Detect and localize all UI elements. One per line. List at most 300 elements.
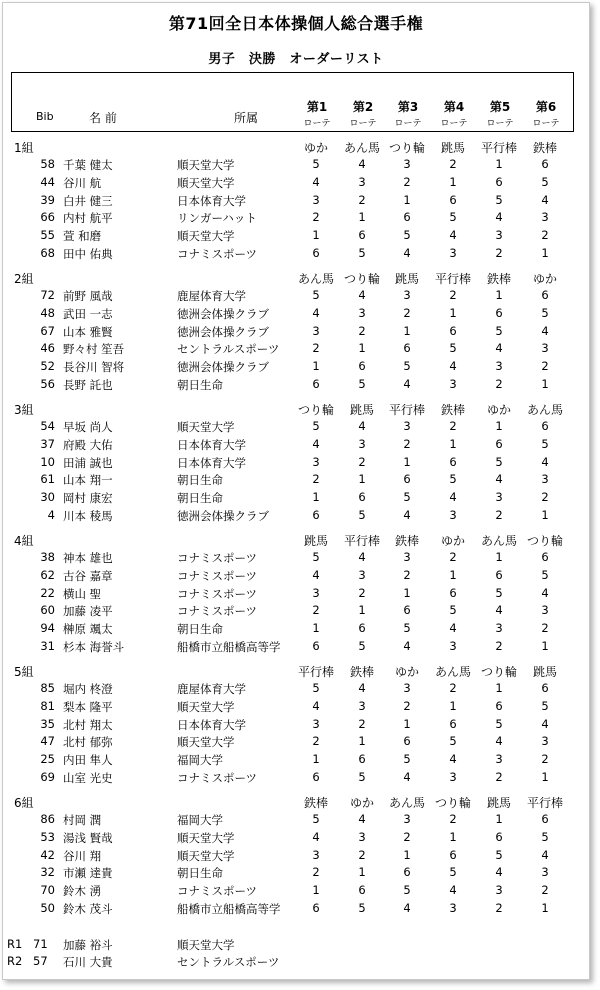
athlete-bib: 44 (40, 174, 55, 189)
apparatus-label: 平行棒 (388, 403, 425, 417)
athlete-bib: 47 (40, 734, 55, 749)
order-cell: 3 (495, 621, 503, 636)
order-cell: 6 (449, 847, 457, 862)
athlete-name: 鈴木 湧 (63, 884, 102, 899)
athlete-name: 白井 健三 (63, 193, 113, 208)
athlete-bib: 81 (40, 698, 55, 713)
apparatus-label: 跳馬 (303, 534, 328, 548)
athlete-affiliation: 福岡大学 (177, 813, 223, 827)
athlete-row (3, 175, 589, 193)
order-cell: 5 (312, 681, 320, 695)
bib-column-header: Bib (36, 110, 54, 123)
athlete-bib: 54 (40, 419, 55, 433)
group-4 (3, 532, 589, 662)
athlete-bib: 48 (40, 305, 55, 320)
athlete-row (3, 210, 589, 228)
order-cell: 4 (403, 377, 411, 391)
athlete-row (3, 472, 589, 490)
order-cell: 4 (541, 716, 549, 731)
order-cell: 1 (358, 734, 366, 749)
order-cell: 1 (403, 585, 411, 600)
order-cell: 5 (403, 228, 411, 243)
order-cell: 2 (495, 770, 503, 784)
athlete-affiliation: 順天堂大学 (177, 735, 235, 750)
order-cell: 2 (495, 508, 503, 522)
athlete-bib: 70 (40, 883, 55, 898)
order-cell: 1 (541, 770, 549, 784)
order-cell: 4 (495, 472, 503, 487)
reserve-affiliation: セントラルスポーツ (177, 955, 280, 969)
order-cell: 1 (541, 508, 549, 522)
athlete-bib: 86 (40, 812, 55, 826)
athlete-affiliation: 船橋市立船橋高等学 (177, 640, 281, 654)
order-cell: 3 (495, 490, 503, 505)
athlete-row (3, 752, 589, 770)
order-cell: 4 (403, 770, 411, 784)
order-cell: 2 (358, 716, 366, 731)
order-cell: 4 (541, 847, 549, 862)
apparatus-label: 鉄棒 (532, 141, 557, 155)
apparatus-label: 鉄棒 (486, 272, 511, 286)
order-cell: 6 (449, 454, 457, 469)
athlete-bib: 66 (40, 210, 55, 225)
order-cell: 4 (358, 288, 366, 302)
athlete-bib: 52 (40, 359, 55, 374)
apparatus-label: 鉄棒 (440, 403, 465, 417)
order-cell: 6 (403, 603, 411, 618)
athlete-row (3, 550, 589, 568)
apparatus-label: 平行棒 (297, 665, 334, 679)
athlete-bib: 55 (40, 228, 55, 243)
rotation-header-6 (523, 98, 569, 129)
athlete-affiliation: コナミスポーツ (177, 568, 258, 583)
athlete-affiliation: 順天堂大学 (177, 848, 235, 863)
athlete-affiliation: 朝日生命 (177, 473, 223, 488)
athlete-bib: 61 (40, 472, 55, 487)
group-6 (3, 794, 589, 924)
order-cell: 2 (495, 639, 503, 653)
athlete-affiliation: 日本体育大学 (177, 717, 246, 732)
order-cell: 3 (495, 359, 503, 374)
order-cell: 5 (449, 603, 457, 618)
reserve-label: R2 (7, 954, 23, 968)
order-cell: 5 (449, 341, 457, 356)
rotation-header-4 (431, 98, 477, 129)
order-cell: 1 (312, 228, 320, 243)
order-cell: 2 (358, 847, 366, 862)
order-cell: 5 (358, 639, 366, 653)
athlete-affiliation: 順天堂大学 (177, 229, 235, 244)
order-cell: 2 (449, 550, 457, 564)
athlete-name: 鈴木 茂斗 (63, 902, 113, 916)
group-label: 4組 (14, 534, 34, 548)
order-cell: 5 (403, 359, 411, 374)
rotation-sublabel: ローテ (349, 119, 377, 129)
athlete-name: 堀内 柊澄 (63, 682, 113, 696)
order-cell: 5 (403, 621, 411, 636)
order-cell: 2 (312, 865, 320, 880)
order-cell: 3 (358, 305, 366, 320)
athlete-row (3, 865, 589, 883)
order-cell: 1 (449, 567, 457, 582)
order-cell: 6 (495, 436, 503, 451)
order-cell: 6 (358, 359, 366, 374)
order-cell: 4 (403, 246, 411, 260)
order-cell: 4 (495, 341, 503, 356)
order-cell: 4 (312, 567, 320, 582)
order-cell: 6 (449, 323, 457, 338)
page-subtitle: 男子 決勝 オーダーリスト (208, 52, 384, 67)
rotation-header-5 (477, 98, 523, 129)
athlete-bib: 46 (40, 341, 55, 356)
order-cell: 6 (358, 621, 366, 636)
athlete-affiliation: コナミスポーツ (177, 884, 258, 899)
reserve-name: 加藤 裕斗 (63, 938, 113, 952)
athlete-row (3, 639, 589, 657)
order-cell: 5 (449, 210, 457, 225)
order-cell: 1 (541, 639, 549, 653)
order-cell: 6 (495, 567, 503, 582)
rotation-label: 第5 (489, 100, 511, 114)
order-cell: 6 (312, 639, 320, 653)
order-cell: 3 (358, 698, 366, 713)
order-cell: 6 (495, 174, 503, 189)
order-cell: 6 (312, 901, 320, 915)
athlete-row (3, 717, 589, 735)
order-cell: 1 (403, 454, 411, 469)
athlete-name: 田浦 誠也 (63, 455, 113, 470)
order-cell: 1 (358, 210, 366, 225)
group-label: 2組 (14, 272, 34, 286)
order-cell: 2 (541, 883, 549, 898)
order-cell: 5 (495, 847, 503, 862)
athlete-bib: 22 (40, 585, 55, 600)
athlete-name: 谷川 翔 (63, 848, 102, 863)
order-cell: 5 (449, 472, 457, 487)
apparatus-label: 鉄棒 (394, 534, 419, 548)
order-cell: 3 (403, 419, 411, 433)
order-cell: 4 (541, 192, 549, 207)
rotation-header-2 (340, 98, 386, 129)
order-cell: 6 (403, 734, 411, 749)
order-cell: 4 (449, 752, 457, 767)
athlete-bib: 37 (40, 436, 55, 451)
order-cell: 3 (541, 603, 549, 618)
athlete-name: 横山 聖 (63, 586, 102, 601)
order-cell: 5 (495, 454, 503, 469)
order-cell: 3 (495, 752, 503, 767)
athlete-row (3, 734, 589, 752)
order-cell: 3 (541, 341, 549, 356)
athlete-name: 府殿 大佑 (63, 437, 113, 452)
reserve-row (3, 937, 589, 955)
athlete-bib: 31 (40, 639, 55, 653)
order-cell: 2 (449, 681, 457, 695)
order-cell: 5 (495, 716, 503, 731)
rotation-label: 第4 (443, 100, 465, 114)
apparatus-label: ゆか (532, 272, 557, 286)
athlete-bib: 10 (40, 454, 55, 469)
athlete-affiliation: 朝日生命 (177, 622, 223, 637)
athlete-name: 萱 和磨 (63, 229, 102, 244)
order-cell: 4 (495, 734, 503, 749)
order-cell: 2 (403, 829, 411, 844)
order-cell: 1 (495, 157, 503, 171)
order-cell: 4 (312, 698, 320, 713)
reserve-affiliation: 順天堂大学 (177, 938, 235, 952)
order-cell: 6 (403, 865, 411, 880)
order-cell: 1 (403, 323, 411, 338)
order-cell: 3 (403, 812, 411, 826)
order-cell: 4 (403, 508, 411, 522)
order-cell: 5 (541, 567, 549, 582)
athlete-name: 内田 隼人 (63, 753, 113, 768)
order-cell: 1 (312, 490, 320, 505)
order-cell: 3 (403, 681, 411, 695)
order-cell: 6 (541, 550, 549, 564)
athlete-bib: 67 (40, 323, 55, 338)
order-cell: 6 (541, 419, 549, 433)
order-cell: 5 (312, 550, 320, 564)
order-cell: 4 (541, 323, 549, 338)
order-cell: 1 (449, 436, 457, 451)
order-cell: 6 (312, 246, 320, 260)
athlete-affiliation: 徳洲会体操クラブ (177, 324, 269, 339)
group-2 (3, 270, 589, 400)
athlete-name: 前野 風哉 (63, 289, 113, 303)
order-cell: 4 (403, 901, 411, 915)
order-cell: 3 (495, 228, 503, 243)
page-title: 第71回全日本体操個人総合選手権 (168, 14, 424, 33)
athlete-affiliation: コナミスポーツ (177, 247, 258, 261)
athlete-affiliation: 順天堂大学 (177, 158, 235, 172)
athlete-name: 谷川 航 (63, 175, 102, 190)
order-cell: 2 (312, 603, 320, 618)
order-cell: 6 (358, 752, 366, 767)
order-cell: 5 (403, 490, 411, 505)
rotation-sublabel: ローテ (532, 119, 560, 129)
athlete-affiliation: 福岡大学 (177, 753, 223, 768)
order-cell: 1 (403, 192, 411, 207)
rotation-label: 第1 (306, 100, 328, 114)
athlete-bib: 62 (40, 567, 55, 582)
order-cell: 6 (449, 192, 457, 207)
order-cell: 4 (495, 865, 503, 880)
order-cell: 3 (495, 883, 503, 898)
order-cell: 5 (449, 734, 457, 749)
order-cell: 3 (312, 716, 320, 731)
athlete-bib: 25 (40, 752, 55, 767)
order-cell: 6 (312, 770, 320, 784)
athlete-affiliation: 鹿屋体育大学 (177, 289, 246, 303)
athlete-name: 長谷川 智将 (63, 360, 125, 375)
order-cell: 2 (403, 305, 411, 320)
order-cell: 4 (541, 585, 549, 600)
order-cell: 3 (541, 210, 549, 225)
order-cell: 6 (358, 883, 366, 898)
athlete-affiliation: コナミスポーツ (177, 551, 258, 565)
athlete-name: 村岡 潤 (63, 813, 102, 827)
athlete-bib: 35 (40, 716, 55, 731)
reserve-bib: 57 (33, 954, 48, 968)
apparatus-label: ゆか (394, 665, 419, 679)
order-cell: 5 (541, 174, 549, 189)
order-cell: 4 (449, 359, 457, 374)
athlete-bib: 69 (40, 770, 55, 784)
order-cell: 4 (358, 681, 366, 695)
order-cell: 2 (312, 472, 320, 487)
order-cell: 3 (403, 288, 411, 302)
apparatus-label: つり輪 (388, 141, 425, 155)
order-cell: 3 (541, 865, 549, 880)
order-cell: 3 (312, 585, 320, 600)
order-cell: 3 (449, 377, 457, 391)
apparatus-label: あん馬 (434, 665, 471, 679)
order-cell: 2 (358, 585, 366, 600)
athlete-row (3, 586, 589, 604)
group-5 (3, 663, 589, 793)
order-cell: 1 (449, 174, 457, 189)
group-label: 6組 (14, 796, 34, 810)
athlete-affiliation: 徳洲会体操クラブ (177, 306, 269, 321)
order-cell: 1 (449, 305, 457, 320)
athlete-name: 武田 一志 (63, 306, 113, 321)
order-cell: 4 (358, 157, 366, 171)
apparatus-label: 平行棒 (526, 796, 563, 810)
order-cell: 6 (312, 508, 320, 522)
athlete-affiliation: 朝日生命 (177, 866, 223, 881)
order-cell: 5 (312, 288, 320, 302)
order-cell: 6 (541, 288, 549, 302)
athlete-name: 山本 翔一 (63, 473, 113, 488)
order-cell: 1 (358, 472, 366, 487)
order-cell: 1 (449, 698, 457, 713)
order-cell: 3 (449, 770, 457, 784)
order-cell: 4 (449, 883, 457, 898)
rotation-sublabel: ローテ (394, 119, 422, 129)
apparatus-label: あん馬 (388, 796, 425, 810)
rotation-label: 第2 (352, 100, 374, 114)
order-cell: 3 (541, 734, 549, 749)
order-cell: 3 (541, 472, 549, 487)
order-cell: 5 (403, 752, 411, 767)
order-cell: 5 (358, 246, 366, 260)
athlete-bib: 50 (40, 901, 55, 915)
athlete-row (3, 568, 589, 586)
athlete-name: 市瀬 達貴 (63, 866, 113, 881)
group-label: 1組 (14, 141, 34, 155)
order-cell: 1 (495, 288, 503, 302)
order-cell: 5 (541, 698, 549, 713)
athlete-affiliation: リンガーハット (177, 211, 257, 226)
apparatus-label: 平行棒 (434, 272, 471, 286)
order-cell: 3 (449, 508, 457, 522)
rotation-sublabel: ローテ (303, 119, 331, 129)
athlete-row (3, 437, 589, 455)
athlete-bib: 72 (40, 288, 55, 302)
apparatus-label: 跳馬 (394, 272, 419, 286)
athlete-name: 加藤 凌平 (63, 604, 113, 619)
order-cell: 6 (495, 305, 503, 320)
athlete-name: 湯浅 賢哉 (63, 830, 113, 845)
order-cell: 2 (495, 901, 503, 915)
order-cell: 3 (403, 550, 411, 564)
order-cell: 1 (541, 246, 549, 260)
order-cell: 2 (403, 567, 411, 582)
athlete-bib: 58 (40, 157, 55, 171)
athlete-name: 北村 郁弥 (63, 735, 113, 750)
athlete-name: 千葉 健太 (63, 158, 113, 172)
athlete-bib: 94 (40, 621, 55, 636)
athlete-affiliation: 朝日生命 (177, 491, 223, 506)
order-cell: 2 (312, 341, 320, 356)
order-cell: 2 (541, 621, 549, 636)
athlete-name: 長野 託也 (63, 378, 113, 392)
order-cell: 2 (403, 436, 411, 451)
order-cell: 6 (449, 716, 457, 731)
athlete-bib: 85 (40, 681, 55, 695)
order-cell: 3 (312, 454, 320, 469)
order-cell: 4 (449, 228, 457, 243)
order-cell: 2 (312, 210, 320, 225)
order-cell: 1 (358, 865, 366, 880)
order-cell: 2 (358, 323, 366, 338)
order-cell: 6 (449, 585, 457, 600)
order-cell: 3 (358, 436, 366, 451)
apparatus-label: つり輪 (297, 403, 334, 417)
apparatus-label: つり輪 (434, 796, 471, 810)
column-header-box (11, 72, 574, 132)
apparatus-label: つり輪 (526, 534, 563, 548)
order-cell: 3 (358, 174, 366, 189)
order-cell: 2 (358, 192, 366, 207)
order-cell: 5 (495, 323, 503, 338)
order-cell: 3 (358, 829, 366, 844)
order-cell: 2 (541, 359, 549, 374)
affiliation-column-header: 所属 (234, 111, 259, 125)
order-cell: 2 (449, 419, 457, 433)
order-cell: 5 (358, 508, 366, 522)
order-cell: 4 (358, 812, 366, 826)
order-cell: 5 (358, 770, 366, 784)
athlete-row (3, 848, 589, 866)
athlete-row (3, 455, 589, 473)
order-cell: 4 (358, 550, 366, 564)
athlete-row (3, 419, 589, 437)
order-cell: 6 (541, 681, 549, 695)
order-cell: 2 (403, 174, 411, 189)
athlete-affiliation: 順天堂大学 (177, 699, 235, 714)
athlete-affiliation: 順天堂大学 (177, 420, 235, 434)
athlete-name: 早坂 尚人 (63, 420, 113, 434)
reserve-label: R1 (7, 937, 23, 951)
athlete-name: 山本 雅賢 (63, 324, 113, 339)
athlete-affiliation: 日本体育大学 (177, 455, 246, 470)
order-cell: 1 (358, 341, 366, 356)
order-cell: 6 (358, 490, 366, 505)
apparatus-label: 鉄棒 (303, 796, 328, 810)
athlete-affiliation: セントラルスポーツ (177, 342, 280, 357)
athlete-row (3, 359, 589, 377)
order-cell: 6 (541, 157, 549, 171)
reserve-row (3, 954, 589, 972)
order-cell: 1 (312, 621, 320, 636)
apparatus-label: ゆか (303, 141, 328, 155)
order-cell: 1 (403, 847, 411, 862)
order-cell: 6 (541, 812, 549, 826)
order-cell: 2 (541, 752, 549, 767)
athlete-row (3, 621, 589, 639)
